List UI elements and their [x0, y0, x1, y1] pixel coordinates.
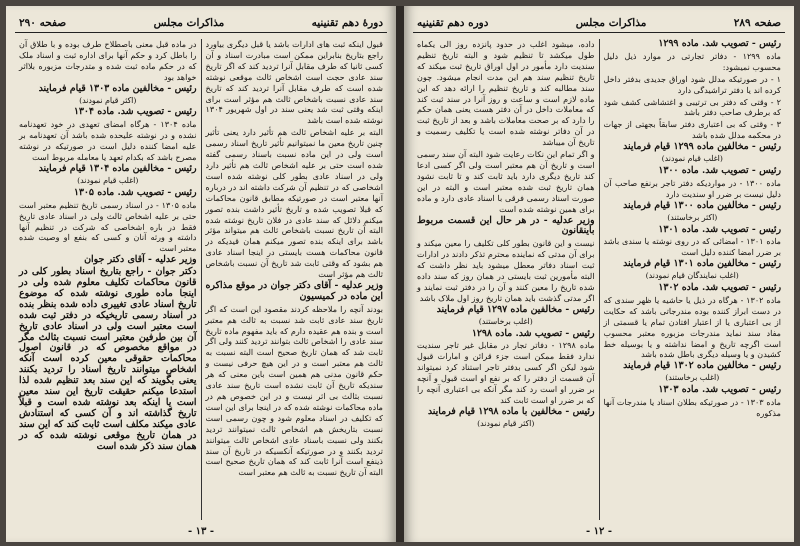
paragraph: بودند آنچه را ملاحظه کردند مقصود این است که اگر تاریخ سند عادی ثابت شد نسبت به ثالث هم معتبر است و بنده هم عقیده دارم که باید مفهوم ماده تاریخ سند عادی را اشخاص ثالث بتوانند تردید کنند ولی اگر ثابت شد که همان تاریخ صحیح است البته نسبت به ثالث هم معتبر است و در این هیچ حرفی نیست و حکم قانون مدنی هم همین است باین معنی که هر سندیکه تاریخ آن ثابت نشده است تاریخ سند عادی نسبت بثالث بی اثر نیست و در این خصوص هم در ماده محاکمات نوشته شده که در اینجا برای این است که تکلیف در اسناد معلوم شود و چون رسمی است نسبت بتاریخش هم اشخاص ثالث نمیتوانند تردید بکنند ولی نسبت باسناد عادی اشخاص ثالث میتوانند تردید بکنند و در صورتیکه آنکسیکه در تاریخ آن سند ذینفع است آنرا ثابت کند که همان تاریخ صحیح است البته آن تاریخ نسبت به ثالث هم معتبر است	[205, 303, 383, 478]
paragraph: داده، میشود اغلب در حدود پانزده روز الی یکماه طول میکشد تا تنظیم شود و البته تاریخ تنظیم سندیت دارد مأمور در اول اوراق تاریخ ثبت میکند که تاریخ تنظیم سند هم این مدت انجام میشود. چون سند مطالبه کند و تاریخ تنظیم را ارائه دهد که این ماده لازم است و ساعت و روز آنرا در سند ثبت کند که معاملات داخل در آن دفتر هست یعنی همان حکم را دارد که بر صحت معاملات باشد و بعد از تاریخ ثبت در آن دفاتر نوشته شده است یا تکلیف رسمیت و تاریخ آن میباشد	[417, 39, 595, 148]
vote-result: (اغلب قیام نمودند)	[77, 175, 139, 185]
speaker-line: رئیس - تصویب شد. ماده ۱۳۰۱	[658, 223, 781, 235]
paragraph: ماده ۱۲۹۹ - دفاتر تجارتی در موارد ذیل دلیل محسوب نمیشود:	[603, 50, 781, 72]
text-column	[15, 39, 201, 520]
session-title: دورهٔ دهم تقنینیه	[311, 17, 383, 29]
speaker-line: رئیس - تصویب شد. ماده ۱۳۰۰	[658, 164, 781, 176]
page-number: صفحه ۲۹۰	[19, 17, 67, 29]
paragraph: ماده ۱۳۰۲ - هرگاه در ذیل یا حاشیه یا ظهر سندی که در دست ابراز کننده بوده مندرجاتی باشد که حکایت از بی اعتباری یا از اعتبار افتادن تمام یا قسمتی از مفاد سند نماید مندرجات مزبوره معتبر محسوب است اگرچه تاریخ و امضا نداشته و یا بوسیله خط کشیدن و یا وسیله دیگری باطل شده باشد	[603, 294, 781, 360]
paragraph: نیست و این قانون بطور کلی تکلیف را معین میکند و برای آن مدتی که نماینده محترم تذکر دادند در ادارات ثبت اسناد دفاتر معطل میشود باید نظر داشت که البته مأمورین ثبت بایستی در همان روز که سند داده شده تاریخ را معین کنند و آن را در دفتر ثبت نمایند و اگر مدتی گذشت باید همان تاریخ روز اول ملاک باشد	[417, 238, 595, 303]
vote-result: (اغلب برخاستند)	[478, 316, 533, 326]
page-footer: - ۱۳ -	[187, 526, 214, 537]
speaker-line: رئیس - تصویب شد. ماده ۱۳۰۳	[658, 384, 781, 396]
column-divider	[599, 39, 600, 520]
book-spread	[6, 6, 794, 542]
text-columns	[413, 39, 785, 520]
speaker-line: رئیس - تصویب شد. ماده ۱۲۹۸	[471, 327, 595, 339]
column-divider	[201, 39, 202, 520]
vote-result: (اغلب برخاستند)	[665, 373, 720, 383]
speaker-line: وزیر عدلیه - آقای دکتر جوان در موقع مذاکره این ماده در کمیسیون	[205, 279, 383, 302]
speaker-line: رئیس - مخالفین ماده ۱۳۰۲ قیام فرمایند	[623, 360, 781, 372]
speaker-line: وزیر عدلیه - در هر حال این قسمت مربوط باینقانون	[417, 214, 595, 237]
text-column	[600, 39, 786, 520]
speaker-line: رئیس - مخالفین ماده ۱۳۰۴ قیام فرمایند	[38, 162, 197, 174]
paragraph: در ماده قبل معنی باصطلاح طرف بوده و با طلاق آن را باطل کرد و حکم آنها برای اداره ثبت و اسناد ملک که در حکم ماده ثبت شده و متدرجات مزبوره بلااثر خواهد بود	[19, 39, 197, 82]
speaker-line: رئیس - مخالفین ماده ۱۲۹۷ قیام فرمایند	[436, 303, 595, 315]
page-header	[15, 14, 387, 33]
vote-result: (اکثر قیام نمودند)	[477, 418, 535, 428]
paragraph: ماده ۱۲۹۸ - دفاتر تجار در مقابل غیر تاجر سندیت ندارد فقط ممکن است جزء قرائن و امارات قبول شود لیکن اگر کسی بدفتر تاجر استناد کرد نمیتواند آن قسمت از دفتر را که بر نفع او است قبول و آنچه بر ضرر او است رد کند مگر آنکه بی اعتباری آنچه را که بر ضرر او است ثابت کند	[417, 340, 595, 405]
paragraph: ماده ۱۳۰۳ - در صورتیکه بطلان اسناد یا مندرجات آنها مذکوره	[603, 397, 781, 418]
speaker-line: رئیس - تصویب شد. ماده ۱۳۰۴	[73, 106, 197, 118]
text-column	[202, 39, 388, 520]
vote-result: (اکثر برخاستند)	[667, 212, 718, 222]
speaker-line: وزیر عدلیه - آقای دکتر جوان	[84, 254, 197, 266]
session-title: دوره دهم تقنینیه	[417, 17, 489, 29]
right-page	[404, 6, 794, 542]
vote-result: (اغلب قیام نمودند)	[661, 154, 723, 164]
speaker-line: رئیس - تصویب شد. ماده ۱۳۰۵	[73, 186, 197, 198]
vote-result: (اکثر قیام نمودند)	[79, 95, 137, 105]
center-title: مذاکرات مجلس	[575, 17, 647, 29]
left-page	[6, 6, 396, 542]
paragraph: ۲ - وقتی که دفتر بی ترتیبی و اغتشاشی کشف شود که برطرف صاحب دفتر باشد	[603, 96, 781, 118]
speaker-line: رئیس - مخالفین ماده ۱۲۹۹ قیام فرمایند	[623, 141, 781, 153]
speaker-line: دکتر جوان - راجع بتاریخ اسناد بطور کلی در قانون محاکمات تکلیف معلوم شده ولی در اینجا ماده طوری نوشته شده که موضوع تاریخ اسناد عادی تغییری داده شده بنظر بنده در اسناد رسمی تاریخیکه در دفتر ثبت شده است معتبر است ولی در اسناد عادی تاریخ آن بین طرفین معتبر است نسبت بثالث مگر در مواقع مخصوص که در قانون اصول محاکمات حقوقی معین کرده است آنکه اشخاص میتوانند تاریخ اسناد را تردید بکنند یعنی بگویند که این سند بعد تنظیم شده لذا استدعا میکنم حقیقت تاریخ این سند معین است یا اینکه بعد نوشته شده است و قبلاً تاریخ گذاشته اند و آن کسی که استنادش عادی میکند مکلف است ثابت کند که این سند در همان تاریخ موقعی نوشته شده که در همان سند ذکر شده است	[19, 266, 197, 452]
paragraph: ۱ - در صورتیکه مدلل شود اوراق جدیدی بدفتر داخل کرده اند یا دفتر تراشیدگی دارد	[603, 73, 781, 95]
text-columns	[15, 39, 387, 520]
paragraph: ماده ۱۳۰۵ - در اسناد رسمی تاریخ تنظیم معتبر است حتی بر علیه اشخاص ثالث ولی در اسناد عادی تاریخ فقط در باره اشخاصی که شرکت در تنظیم آنها داشته و ورثه آنان و کسی که بنفع او وصیت شده معتبر است	[19, 199, 197, 254]
speaker-line: رئیس - مخالفین ماده ۱۳۰۱ قیام فرمایند	[623, 258, 781, 270]
page-header	[413, 14, 785, 33]
paragraph: و اگر تمام این نکات رعایت شود البته آن سند رسمی است و تاریخ آن هم معتبر است ولی اگر کسی ادعا کند تاریخ دیگری دارد باید ثابت کند و تا ثابت نشود همان تاریخ ثبت شده معتبر است و البته در این صورت اسناد رسمی فرقی با اسناد عادی دارد و ماده برای همین نوشته شده است	[417, 149, 595, 214]
paragraph: ماده ۱۳۰۱ - امضائی که در روی نوشته یا سندی باشد بر ضرر امضا کننده دلیل است	[603, 236, 781, 258]
paragraph: قبول اینکه ثبت های ادارات باشد یا قبل دیگری بیاورد راجع بتاریخ بنابراین ممکن است مبادرت اسناد و آن کسی ثانیا که طرف مقابل آنرا تردید کند که اگر تاریخ سند عادی حجت است اشخاص ثالث موقعی نوشته شده است که طرف مقابل آنرا تردید کند که تاریخ سند عادی نسبت باشخاص ثالث هم مؤثر است برای اینکه وقتی ثبت شد یعنی سند در اول شهریور ۱۳۰۴ نوشته شده است باشد	[205, 39, 383, 126]
page-footer: - ۱۲ -	[585, 526, 612, 537]
book-gutter	[396, 6, 404, 542]
paragraph: ماده ۱۳۰۰ - در مواردیکه دفتر تاجر برنفع صاحب آن دلیل نیست بر ضرر او سندیت دارد	[603, 177, 781, 199]
speaker-line: رئیس - مخالفین ماده ۱۳۰۰ قیام فرمایند	[623, 199, 781, 211]
paragraph: البته بر علیه اشخاص ثالث هم تأثیر دارد یعنی تأثیر چنین تاریخ معین ما نمیتوانیم تأثیر تاریخ اسناد رسمی است ولی در این ماده نسبت باسناد رسمی گفته شده است حتی بر علیه اشخاص ثالث هم تأثیر دارد ولی در اسناد عادی بطور کلی نوشته شده است اشخاصی که در تنظیم آن شرکت داشته اند در درباره آنها معتبر است در صورتیکه مطابق قانون محاکمات که قبلا تصویب شده و تاریخ تأثیر داشت بنده تصور میکنم دلائل که سند عادی در فلان تاریخ نوشته شده البته آن تاریخ نسبت باشخاص ثالث هم میتواند مؤثر باشد برای اینکه بنده تصور میکنم همان قیدیکه در قانون محاکمات هست بایستی در اینجا اسناد عادی هم بشود که وقتی ثابت شد تاریخ آن نسبت باشخاص ثالث هم مؤثر است	[205, 127, 383, 280]
paragraph: ۳ - وقتی که بی اعتباری دفتر سابقاً بجهتی از جهات در محکمه مدلل شده باشد	[603, 119, 781, 141]
speaker-line: رئیس - تصویب شد. ماده ۱۳۰۲	[658, 282, 781, 294]
paragraph: ماده ۱۳۰۴ - هرگاه امضای تعهدی در خود تعهدنامه نشده و در نوشته علیحده شده باشد آن تعهدنامه بر علیه امضا کننده دلیل است در صورتیکه در نوشته مصرح باشد که بکدام تعهد یا معامله مربوط است	[19, 119, 197, 163]
speaker-line: رئیس - مخالفین ماده ۱۳۰۳ قیام فرمایند	[38, 82, 197, 94]
page-number: صفحه ۲۸۹	[733, 17, 781, 29]
speaker-line: رئیس - مخالفین با ماده ۱۲۹۸ قیام فرمایند	[427, 405, 595, 417]
speaker-line: رئیس - تصویب شد. ماده ۱۲۹۹	[658, 39, 781, 49]
text-column	[413, 39, 599, 520]
vote-result: (اغلب نمایندگان قیام نمودند)	[645, 271, 739, 281]
center-title: مذاکرات مجلس	[153, 17, 225, 29]
